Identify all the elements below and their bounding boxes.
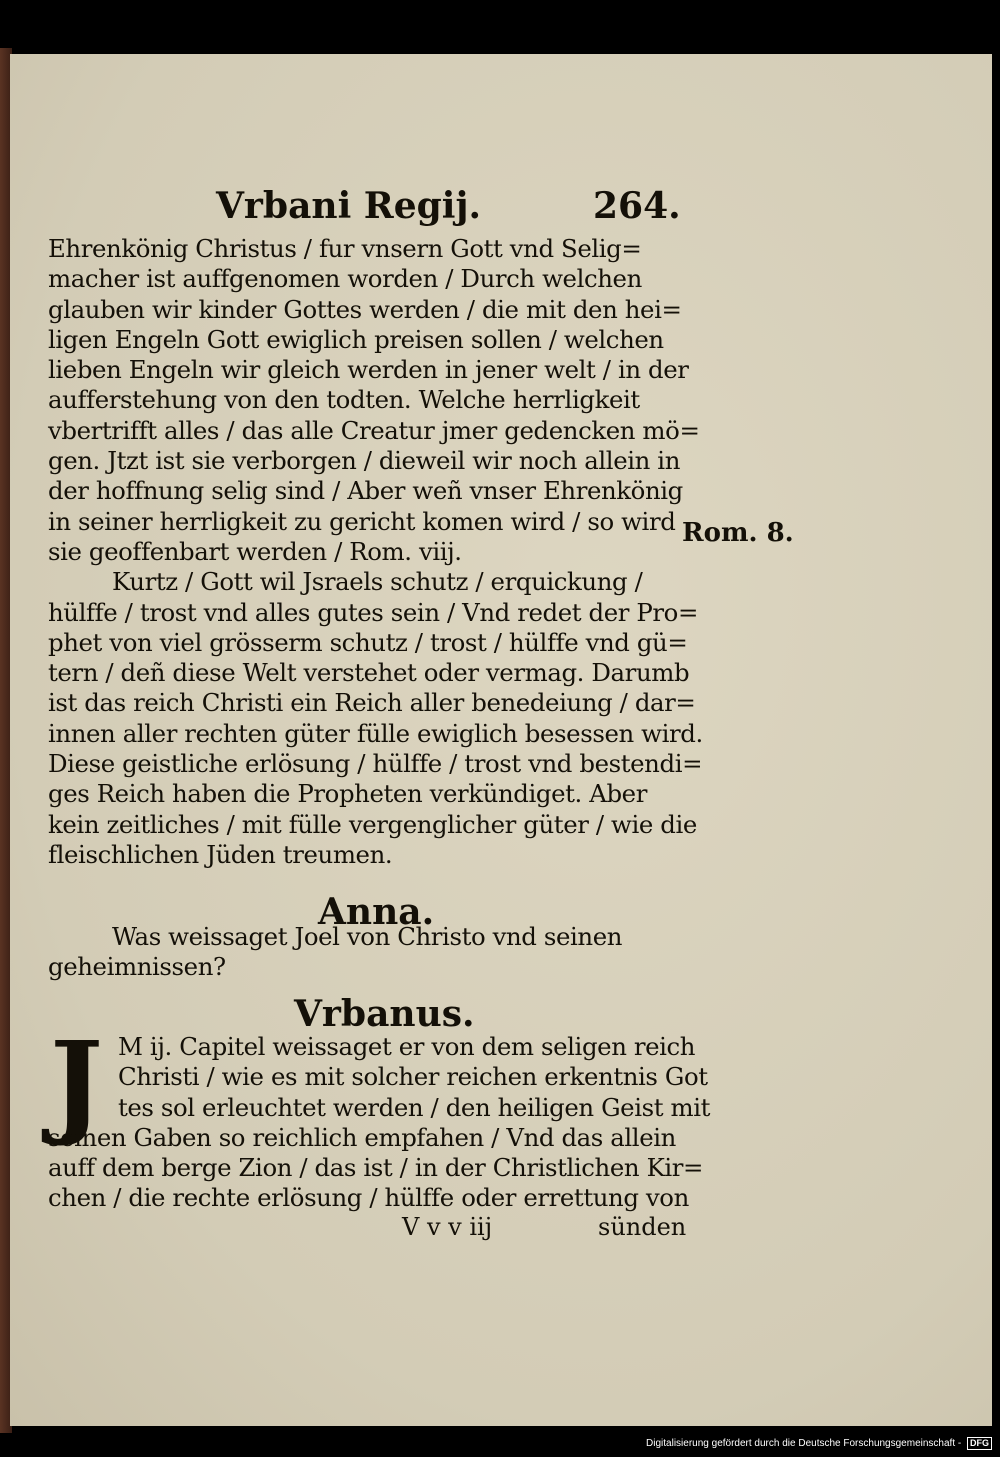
text-line: in seiner herrligkeit zu gericht komen wird / so wird <box>48 506 676 536</box>
text-line: seinen Gaben so reichlich empfahen / Vnd das allein <box>48 1122 676 1152</box>
text-line: glauben wir kinder Gottes werden / die mit den hei= <box>48 294 682 324</box>
text-line: tern / deñ diese Welt verstehet oder vermag. Darumb <box>48 658 690 688</box>
text-line: vbertrifft alles / das alle Creatur jmer gedencken mö= <box>48 415 700 445</box>
dfg-logo: DFG <box>967 1437 992 1450</box>
text-line: macher ist auffgenomen worden / Durch welchen <box>48 264 642 294</box>
text-line: hülffe / trost vnd alles gutes sein / Vnd redet der Pro= <box>48 597 698 627</box>
margin-note: Rom. 8. <box>682 518 794 548</box>
paragraph-start-line: Kurtz / Gott wil Jsraels schutz / erquickung / <box>112 567 643 597</box>
footer-text: Digitalisierung gefördert durch die Deutsche Forschungsgemeinschaft - <box>646 1438 962 1450</box>
catchword: sünden <box>598 1213 687 1241</box>
page-number: 264. <box>593 185 681 227</box>
text-line: tes sol erleuchtet werden / den heiligen Geist mit <box>118 1092 710 1122</box>
text-line: phet von viel grösserm schutz / trost / hülffe vnd gü= <box>48 627 688 657</box>
speaker-heading-anna: Anna. <box>318 891 435 933</box>
text-line: der hoffnung selig sind / Aber weñ vnser Ehrenkönig <box>48 476 683 506</box>
text-line: innen aller rechten güter fülle ewiglich besessen wird. <box>48 718 703 748</box>
scanned-book-page <box>0 48 1000 1433</box>
text-line: ligen Engeln Gott ewiglich preisen sollen / welchen <box>48 324 664 354</box>
speaker-heading-urbanus: Vrbanus. <box>294 993 475 1035</box>
body-text-block <box>48 234 703 870</box>
answer-text-block <box>48 1032 710 1214</box>
text-line: lieben Engeln wir gleich werden in jener welt / in der <box>48 355 689 385</box>
text-line: M ij. Capitel weissaget er von dem seligen reich <box>118 1032 696 1061</box>
text-line: auff dem berge Zion / das ist / in der Christlichen Kir= <box>48 1153 704 1183</box>
text-line: sie geoffenbart werden / Rom. viij. <box>48 536 462 566</box>
drop-cap: J <box>50 1018 103 1149</box>
text-line: fleischlichen Jüden treumen. <box>48 839 393 869</box>
signature-mark: V v v iij <box>402 1213 493 1241</box>
running-head: Vrbani Regij. <box>216 185 482 227</box>
text-line: Diese geistliche erlösung / hülffe / trost vnd bestendi= <box>48 749 703 779</box>
text-line: Ehrenkönig Christus / fur vnsern Gott vnd Selig= <box>48 234 642 263</box>
text-line: ges Reich haben die Propheten verkündiget. Aber <box>48 779 647 809</box>
text-line: kein zeitliches / mit fülle vergenglicher güter / wie die <box>48 809 697 839</box>
question-line: Was weissaget Joel von Christo vnd seinen <box>112 922 623 951</box>
text-line: ist das reich Christi ein Reich aller benedeiung / dar= <box>48 688 696 718</box>
digitization-footer <box>646 1437 992 1451</box>
question-line: geheimnissen? <box>48 952 226 982</box>
question-block <box>48 922 688 983</box>
text-line: gen. Jtzt ist sie verborgen / dieweil wir noch allein in <box>48 446 681 476</box>
text-line: chen / die rechte erlösung / hülffe oder errettung von <box>48 1183 689 1213</box>
text-line: aufferstehung von den todten. Welche herrligkeit <box>48 385 640 415</box>
text-line: Christi / wie es mit solcher reichen erkentnis Got <box>118 1062 708 1092</box>
